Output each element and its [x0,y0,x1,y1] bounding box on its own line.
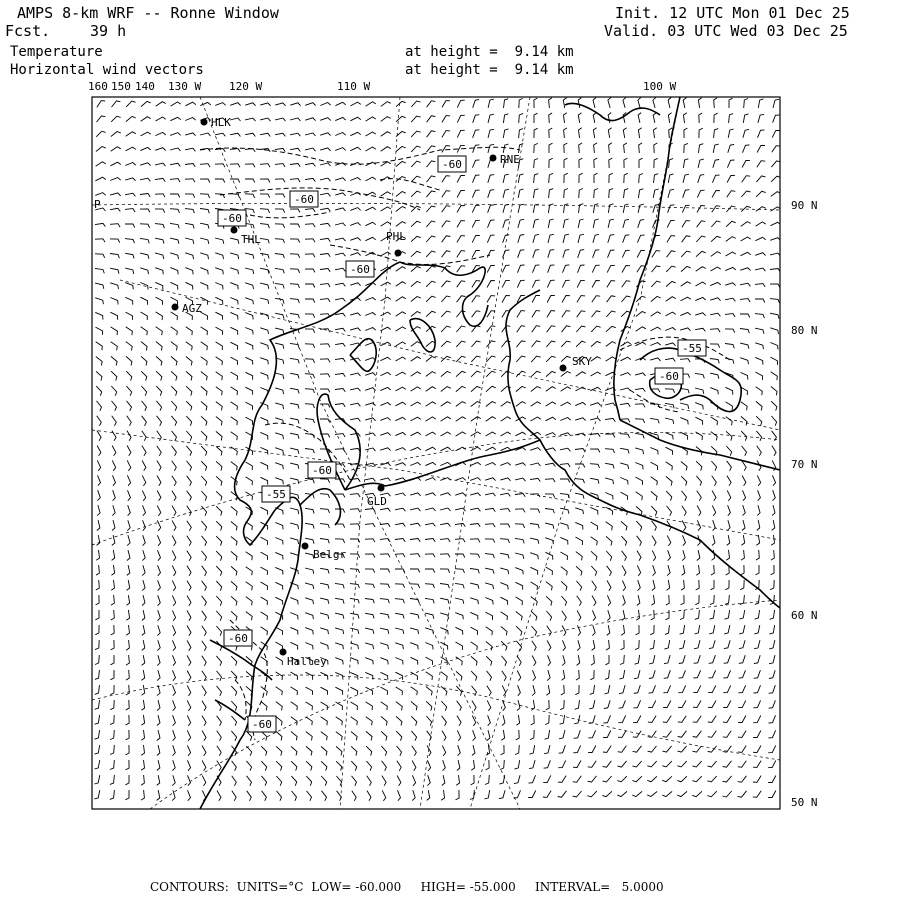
wind-vector-field [94,97,781,800]
footer-low: LOW= -60.000 [311,880,402,894]
pole-marker: P [94,198,101,211]
contour-label [248,716,276,732]
lat-label: 60 N [791,609,818,622]
contour-label [655,368,683,384]
svg-text:HLK: HLK [211,116,231,129]
init-time: Init. 12 UTC Mon 01 Dec 25 [615,4,850,22]
height-temperature: at height = 9.14 km [405,44,574,60]
lon-label: 140 [135,80,155,93]
latitude-labels [791,199,818,809]
forecast-label: Fcst. [5,22,51,40]
station-marker [560,355,593,372]
contour-label [218,210,246,226]
lat-label: 50 N [791,796,818,809]
lon-label: 160 [88,80,108,93]
wind-barbs [94,97,781,800]
lat-label: 80 N [791,324,818,337]
footer-units: UNITS=°C [236,880,304,894]
station-marker [231,227,262,247]
lon-label: 130 W [168,80,202,93]
height-wind: at height = 9.14 km [405,62,574,78]
svg-text:-60: -60 [659,370,679,383]
coastlines [200,97,780,809]
svg-text:-55: -55 [266,488,286,501]
station-marker [280,649,328,669]
footer-contours: CONTOURS: [150,880,229,894]
lon-label: 120 W [229,80,263,93]
svg-text:-60: -60 [312,464,332,477]
graticule [92,97,780,809]
svg-text:-60: -60 [442,158,462,171]
svg-text:-60: -60 [350,263,370,276]
contour-label [290,191,318,207]
svg-text:PHL: PHL [386,230,406,243]
svg-text:Halley: Halley [287,655,327,668]
valid-time: Valid. 03 UTC Wed 03 Dec 25 [604,22,848,40]
station-marker [490,153,520,166]
svg-text:-60: -60 [294,193,314,206]
forecast-hour: 39 h [90,22,127,40]
lat-label: 90 N [791,199,818,212]
svg-text:GLD: GLD [367,495,387,508]
svg-text:AGZ: AGZ [182,302,202,315]
station-marker [367,485,387,509]
contour-label [678,340,706,356]
contour-info-footer [150,880,668,894]
footer-interval: INTERVAL= 5.0000 [535,880,664,894]
contour-label [346,261,374,277]
stations [172,116,593,668]
svg-text:-60: -60 [252,718,272,731]
contour-label [224,630,252,646]
svg-text:-60: -60 [222,212,242,225]
longitude-labels [88,80,676,93]
svg-text:-55: -55 [682,342,702,355]
svg-text:SKY: SKY [572,355,592,368]
lon-label: 100 W [643,80,677,93]
contour-label [438,156,466,172]
contour-label [262,486,290,502]
svg-text:Belgr: Belgr [313,548,347,561]
lon-label: 150 [111,80,131,93]
field-temperature: Temperature [10,44,103,60]
model-title: AMPS 8-km WRF -- Ronne Window [17,4,279,22]
contour-label [308,462,336,478]
station-marker [172,302,203,315]
svg-text:-60: -60 [228,632,248,645]
station-marker [302,543,347,562]
svg-text:THL: THL [241,233,261,246]
field-wind: Horizontal wind vectors [10,62,204,78]
footer-high: HIGH= -55.000 [420,880,516,894]
lat-label: 70 N [791,458,818,471]
svg-text:RNE: RNE [500,153,520,166]
lon-label: 110 W [337,80,371,93]
station-marker [201,116,232,129]
